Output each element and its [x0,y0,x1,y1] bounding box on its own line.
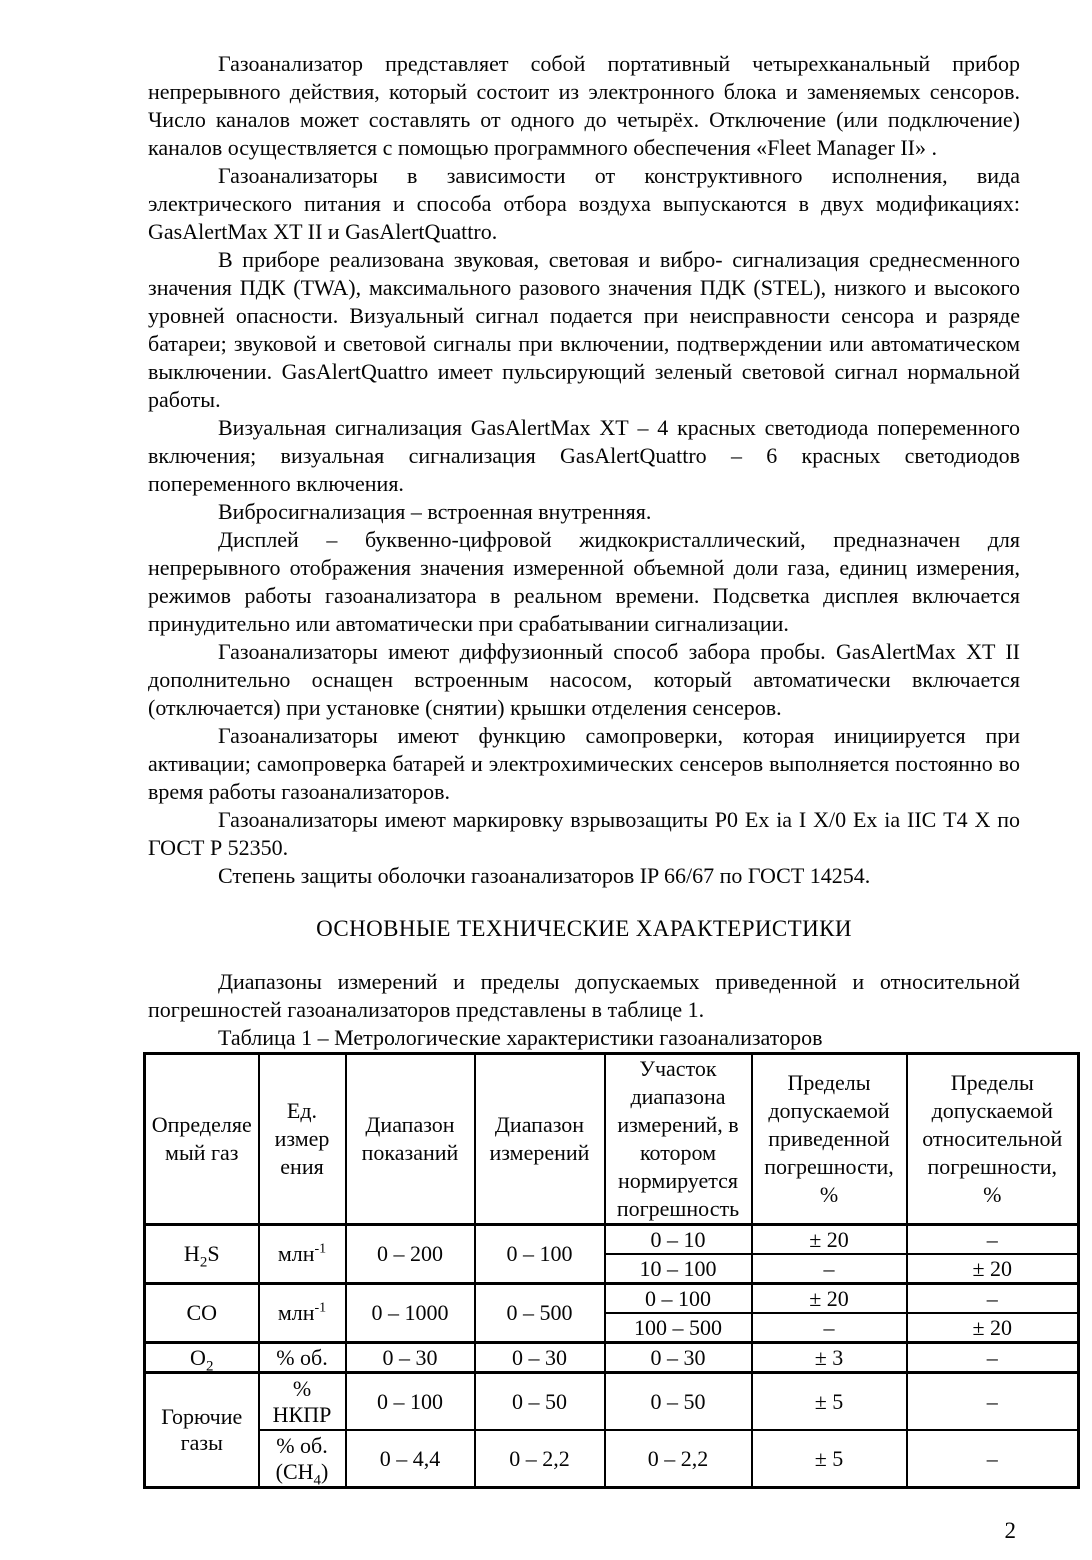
cell-reduced: ± 5 [752,1430,907,1488]
cell-measurement-h2s: 0 – 100 [475,1225,605,1284]
paragraph-7: Газоанализаторы имеют диффузионный способ забора пробы. GasAlertMax XT II дополнительно оснащен встроенным насосом, который автоматически включается (отключается) при установке (снятии) крышки отделения сенсеров. [148,639,1020,720]
paragraph-4: Визуальная сигнализация GasAlertMax ХТ – 4 красных светодиода попеременного включения; визуальная сигнализация GasAlertQuattro – 6 красных светодиодов попеременного включения. [148,415,1020,496]
cell-unit-co [259,1284,346,1343]
table-row-combustible-1 [145,1373,1079,1431]
intro-paragraph: Диапазоны измерений и пределы допускаемых приведенной и относительной погрешностей газоанализаторов представлены в таблице 1. [148,969,1020,1022]
cell-measurement: 0 – 50 [475,1373,605,1431]
unit-text: ) [321,1458,329,1484]
table-row-combustible-2 [145,1430,1079,1488]
cell-measurement-o2: 0 – 30 [475,1343,605,1373]
paragraph-3: В приборе реализована звуковая, световая и вибро- сигнализация среднесменного значения ПДК (TWA), максимального разового значения ПДК (STEL), низкого и высокого уровней опасности. Визуальный сигнал подается при неисправности сенсора и разряде батареи; звуковой и световой сигналы при включении, подтверждении или автоматическом выключении. GasAlertQuattro имеет пульсирующий зеленый световой сигнал нормальной работы. [148,247,1020,412]
cell-measurement: 0 – 2,2 [475,1430,605,1488]
cell-unit-h2s [259,1225,346,1284]
cell-relative: – [907,1225,1079,1255]
cell-reduced: – [752,1254,907,1284]
cell-reduced: – [752,1313,907,1343]
cell-section: 0 – 100 [605,1284,752,1314]
cell-gas-co: CO [145,1284,259,1343]
cell-section: 10 – 100 [605,1254,752,1284]
header-indication-range: Диапазон показаний [346,1054,475,1225]
paragraph-9: Газоанализаторы имеют маркировку взрывозащиты Р0 Ех ia I Х/0 Ех ia IIС Т4 Х по ГОСТ Р 52350. [148,807,1020,860]
paragraph-2: Газоанализаторы в зависимости от конструктивного исполнения, вида электрического питания и способа отбора воздуха выпускаются в двух модификациях: GasAlertMax XT II и GasAlertQuattro. [148,163,1020,244]
cell-measurement-co: 0 – 500 [475,1284,605,1343]
table-row-co-1 [145,1284,1079,1314]
header-reduced-error: Пределы допускаемой приведенной погрешности, % [752,1054,907,1225]
header-gas: Определяе мый газ [145,1054,259,1225]
table-row-o2 [145,1343,1079,1373]
cell-indication: 0 – 100 [346,1373,475,1431]
table-header-row [145,1054,1079,1225]
metrology-table [143,1052,1080,1489]
cell-indication: 0 – 4,4 [346,1430,475,1488]
cell-relative: – [907,1373,1079,1431]
cell-section: 0 – 2,2 [605,1430,752,1488]
cell-gas-o2 [145,1343,259,1373]
paragraph-10: Степень защиты оболочки газоанализаторов IP 66/67 по ГОСТ 14254. [218,863,871,888]
unit-text: % об. (СН [275,1432,328,1484]
cell-unit-nkpr: % НКПР [259,1373,346,1431]
paragraph-1: Газоанализатор представляет собой портативный четырехканальный прибор непрерывного действия, который состоит из электронного блока и заменяемых сенсоров. Число каналов может составлять от одного до четырёх. Отключение (или подключение) каналов осуществляется с помощью программного обеспечения «Fleet Manager II» . [148,51,1020,160]
page-number: 2 [1004,1518,1016,1543]
cell-relative: – [907,1343,1079,1373]
cell-gas-combustible: Горючие газы [145,1373,259,1488]
gas-formula-part: S [207,1241,220,1266]
section-heading: ОСНОВНЫЕ ТЕХНИЧЕСКИЕ ХАРАКТЕРИСТИКИ [316,916,852,941]
cell-reduced: ± 5 [752,1373,907,1431]
unit-sup: -1 [314,1300,327,1316]
cell-gas-h2s [145,1225,259,1284]
gas-formula-part: H [183,1241,200,1266]
paragraph-8: Газоанализаторы имеют функцию самопроверки, которая инициируется при активации; самопроверка батарей и электрохимических сенсеров выполняется постоянно во время работы газоанализаторов. [148,723,1020,804]
cell-section: 0 – 10 [605,1225,752,1255]
cell-relative: – [907,1430,1079,1488]
table-row-h2s-1 [145,1225,1079,1255]
table-caption: Таблица 1 – Метрологические характеристики газоанализаторов [218,1025,823,1050]
unit-text: млн [277,1241,315,1266]
cell-indication-h2s: 0 – 200 [346,1225,475,1284]
unit-text: млн [277,1300,315,1325]
paragraph-6: Дисплей – буквенно-цифровой жидкокристаллический, предназначен для непрерывного отображения значения измеренной объемной доли газа, единиц измерения, режимов работы газоанализатора в реальном времени. Подсветка дисплея включается принудительно или автоматически при срабатывании сигнализации. [148,527,1020,636]
cell-unit-o2: % об. [259,1343,346,1373]
cell-indication-o2: 0 – 30 [346,1343,475,1373]
gas-formula-part: O [190,1344,206,1370]
header-unit: Ед. измер ения [259,1054,346,1225]
cell-indication-co: 0 – 1000 [346,1284,475,1343]
cell-section: 100 – 500 [605,1313,752,1343]
unit-sup: -1 [314,1241,327,1257]
cell-reduced: ± 20 [752,1284,907,1314]
cell-section: 0 – 50 [605,1373,752,1431]
header-relative-error: Пределы допускаемой относительной погрешности, % [907,1054,1079,1225]
unit-sub: 4 [313,1471,322,1488]
cell-reduced: ± 3 [752,1343,907,1373]
gas-formula-sub: 2 [199,1254,208,1271]
gas-formula-sub: 2 [205,1357,214,1374]
body-text [148,50,1020,1052]
cell-relative: ± 20 [907,1254,1079,1284]
cell-relative: – [907,1284,1079,1314]
header-measurement-range: Диапазон измерений [475,1054,605,1225]
cell-reduced: ± 20 [752,1225,907,1255]
cell-section: 0 – 30 [605,1343,752,1373]
paragraph-5: Вибросигнализация – встроенная внутренняя. [218,499,652,524]
cell-unit-ch4 [259,1430,346,1488]
header-normed-section: Участок диапазона измерений, в котором нормируется погрешность [605,1054,752,1225]
cell-relative: ± 20 [907,1313,1079,1343]
